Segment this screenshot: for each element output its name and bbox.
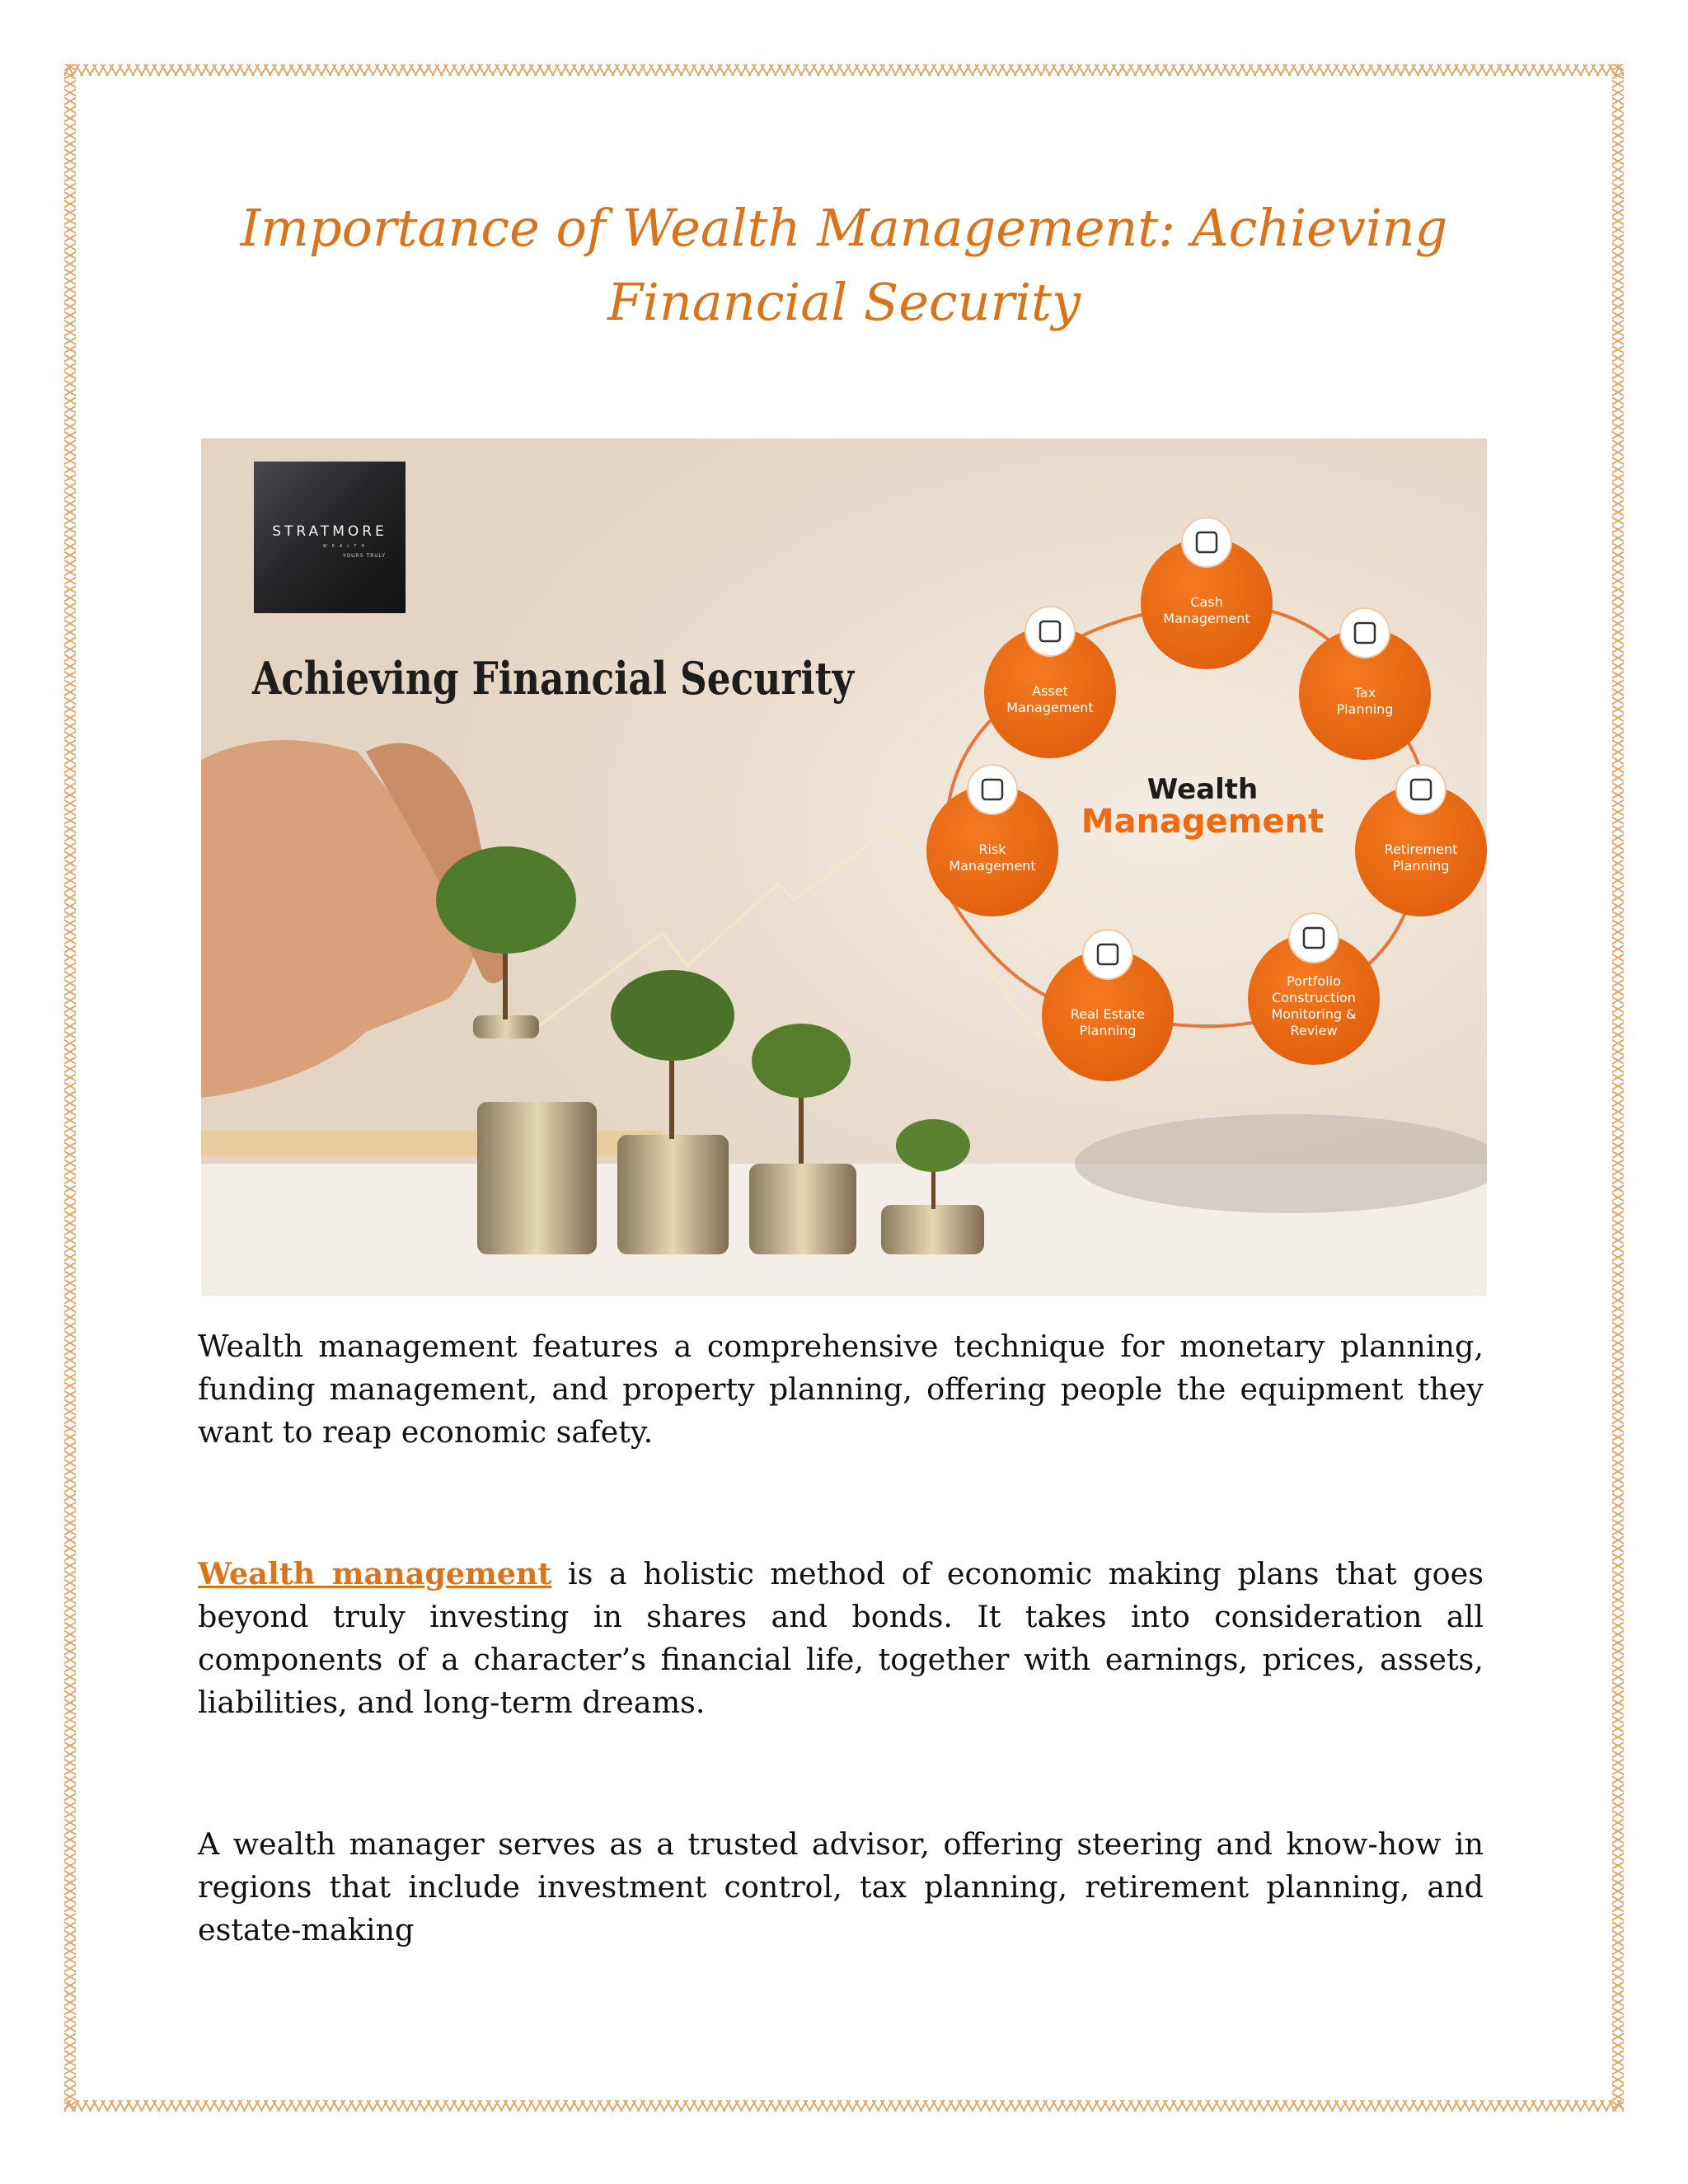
paragraph-1: Wealth management features a comprehensive technique for monetary planning, funding management, and property planning, offering people the equipment they want to reap economic safety. <box>198 1329 1484 1450</box>
document-icon <box>968 765 1017 814</box>
page-border-left <box>64 64 76 2111</box>
money-bag-icon <box>1182 518 1231 567</box>
page-border-bottom <box>64 2100 1624 2111</box>
wealth-management-link[interactable]: Wealth management <box>198 1556 552 1591</box>
paragraph-2-text: is a holistic method of economic making plans that goes beyond truly investing in shares and bonds. It takes into consideration all components of a character’s financial life, together with earnings, prices, assets, liabilities, and long-term dreams. <box>198 1556 1484 1720</box>
diagram-node-label: Cash <box>1190 594 1223 610</box>
center-label-2: Management <box>1081 803 1325 841</box>
diagram-node-label: Risk <box>978 841 1006 857</box>
diagram-node-label: Management <box>1006 700 1094 715</box>
hero-illustration <box>201 438 1487 1296</box>
paragraph-3: A wealth manager serves as a trusted advisor, offering steering and know-how in regions that include investment control, tax planning, retirement planning, and estate-making <box>198 1826 1484 1947</box>
page-border-top <box>64 64 1624 76</box>
hand-coin-icon <box>1396 765 1446 814</box>
hero-image <box>201 438 1487 1296</box>
diagram-node-label: Monitoring & <box>1271 1006 1357 1022</box>
diagram-node-label: Planning <box>1079 1023 1137 1038</box>
diagram-node-label: Planning <box>1392 858 1450 874</box>
diagram-node-label: Tax <box>1353 685 1376 701</box>
page-border-right <box>1612 64 1624 2111</box>
diagram-node-label: Construction <box>1272 990 1356 1005</box>
center-label-1: Wealth <box>1146 773 1259 806</box>
hero-headline: Achieving Financial Security <box>251 652 856 705</box>
diagram-node-label: Portfolio <box>1287 973 1341 989</box>
diagram-node-label: Planning <box>1336 701 1394 717</box>
logo-tagline: YOURS TRULY <box>343 553 386 559</box>
gear-icon <box>1289 913 1339 963</box>
diagram-node-label: Retirement <box>1384 841 1458 857</box>
briefcase-icon <box>1025 607 1075 656</box>
house-icon <box>1083 930 1132 979</box>
logo-sub: WEALTH <box>322 544 370 549</box>
diagram-node-label: Real Estate <box>1070 1006 1146 1022</box>
diagram-node-label: Asset <box>1032 683 1068 699</box>
paragraph-2 <box>198 1553 1484 1724</box>
tax-chart-icon <box>1340 608 1390 658</box>
page-title: Importance of Wealth Management: Achieving Financial Security <box>240 198 1448 332</box>
diagram-node-label: Management <box>949 858 1036 874</box>
diagram-node-label: Management <box>1163 611 1250 626</box>
diagram-node-label: Review <box>1290 1023 1338 1038</box>
stratmore-logo <box>254 462 406 613</box>
logo-name: STRATMORE <box>272 523 387 540</box>
